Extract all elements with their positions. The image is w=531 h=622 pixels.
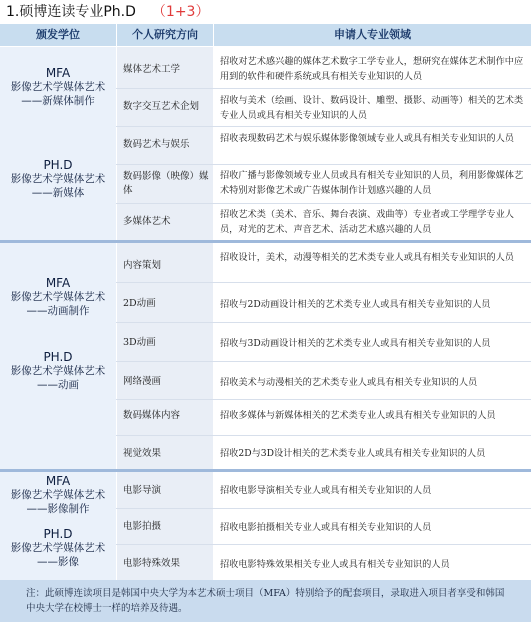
field-cell: 招收对艺术感兴趣的媒体艺术数字工学专业人，想研究在媒体艺术制作中应用到的软件和硬件系统或具有相关专业知识的人员 [220, 56, 524, 82]
degree-line2: ——动画制作 [26, 305, 90, 317]
direction-cell: 网络漫画 [123, 376, 162, 387]
header-research: 个人研究方向 [117, 24, 213, 46]
title-main: 1.硕博连读专业Ph.D [6, 4, 136, 20]
row-divider [116, 399, 531, 400]
degree-line1: 影像艺术学媒体艺术 [10, 291, 106, 303]
direction-cell: 视觉效果 [123, 448, 162, 459]
degree-line1: 影像艺术学媒体艺术 [10, 489, 106, 501]
degree-abbr: PH.D [43, 350, 73, 364]
degree-phd-new-media [0, 158, 116, 200]
field-cell: 招收美术与动漫相关的艺术类专业人或具有相关专业知识的人员 [220, 377, 478, 388]
degree-mfa-animation [0, 276, 116, 318]
direction-cell: 数字交互艺术企划 [123, 101, 200, 112]
direction-cell: 内容策划 [123, 260, 162, 271]
degree-line1: 影像艺术学媒体艺术 [10, 81, 106, 93]
row-divider [116, 322, 531, 323]
row-divider [116, 544, 531, 545]
field-cell: 招收广播与影像领域专业人员或具有相关专业知识的人员，利用影像媒体艺术特别对影像艺术或广告媒体制作计划感兴趣的人员 [220, 170, 524, 196]
row-divider [116, 203, 531, 204]
row-divider [116, 282, 531, 283]
degree-line2: ——影像制作 [26, 503, 90, 515]
header-field: 申请人专业领域 [214, 24, 531, 46]
direction-cell: 电影拍摄 [123, 521, 162, 532]
degree-line2: ——动画 [37, 379, 79, 391]
field-cell: 招收与美术（绘画、设计、数码设计、雕塑、摄影、动画等）相关的艺术类专业人员或具有相关专业知识的人员 [220, 95, 524, 121]
field-cell: 招收电影导演相关专业人或具有相关专业知识的人员 [220, 485, 432, 496]
degree-line1: 影像艺术学媒体艺术 [10, 365, 106, 377]
row-divider [116, 435, 531, 436]
row-divider [116, 88, 531, 89]
degree-mfa-film [0, 474, 116, 516]
direction-cell: 电影导演 [123, 485, 162, 496]
degree-phd-animation [0, 350, 116, 392]
degree-line2: ——影像 [37, 556, 79, 568]
footnote-text: 注：此硕博连读项目是韩国中央大学为本艺术硕士项目（MFA）特别给予的配套项目，录取进入项目者享受和韩国中央大学在校博士一样的培养及待遇。 [26, 588, 505, 614]
header-degree: 颁发学位 [0, 24, 116, 46]
direction-cell: 电影特殊效果 [123, 558, 181, 569]
direction-cell: 多媒体艺术 [123, 216, 171, 227]
field-cell: 招收多媒体与新媒体相关的艺术类专业人或具有相关专业知识的人员 [220, 410, 496, 421]
row-divider [116, 361, 531, 362]
direction-cell: 2D动画 [123, 298, 156, 309]
field-cell: 招收电影拍摄相关专业人或具有相关专业知识的人员 [220, 522, 432, 533]
degree-mfa-new-media [0, 66, 116, 108]
direction-cell: 数码艺术与娱乐 [123, 139, 190, 150]
field-cell: 招收表现数码艺术与娱乐媒体影像领域专业人或具有相关专业知识的人员 [220, 133, 514, 144]
field-cell: 招收艺术类（美术、音乐、舞台表演、戏曲等）专业者或工学理学专业人员，对光的艺术、声音艺术、活动艺术感兴趣的人员 [220, 209, 514, 235]
row-divider [116, 126, 531, 127]
direction-cell: 媒体艺术工学 [123, 64, 181, 75]
field-cell: 招收电影特殊效果相关专业人或具有相关专业知识的人员 [220, 559, 450, 570]
title-suffix: （1+3） [151, 4, 210, 20]
degree-line2: ——新媒体制作 [21, 95, 95, 107]
degree-line1: 影像艺术学媒体艺术 [10, 173, 106, 185]
page-title [6, 2, 209, 22]
field-cell: 招收设计，美术，动漫等相关的艺术类专业人或具有相关专业知识的人员 [220, 252, 514, 263]
degree-abbr: PH.D [43, 158, 73, 172]
degree-line2: ——新媒体 [31, 187, 85, 199]
field-cell: 招收与3D动画设计相关的艺术类专业人或具有相关专业知识的人员 [220, 338, 491, 349]
degree-abbr: MFA [45, 276, 71, 290]
degree-abbr: PH.D [43, 527, 73, 541]
degree-phd-film [0, 527, 116, 569]
field-cell: 招收与2D动画设计相关的艺术类专业人或具有相关专业知识的人员 [220, 299, 491, 310]
direction-cell: 数码媒体内容 [123, 410, 181, 421]
row-divider [116, 164, 531, 165]
row-divider [116, 508, 531, 509]
direction-cell: 3D动画 [123, 337, 156, 348]
direction-cell: 数码影像（映像）媒体 [123, 171, 209, 196]
degree-line1: 影像艺术学媒体艺术 [10, 542, 106, 554]
degree-abbr: MFA [45, 474, 71, 488]
field-cell: 招收2D与3D设计相关的艺术类专业人或具有相关专业知识的人员 [220, 448, 486, 459]
degree-abbr: MFA [45, 66, 71, 80]
footnote [0, 580, 531, 622]
